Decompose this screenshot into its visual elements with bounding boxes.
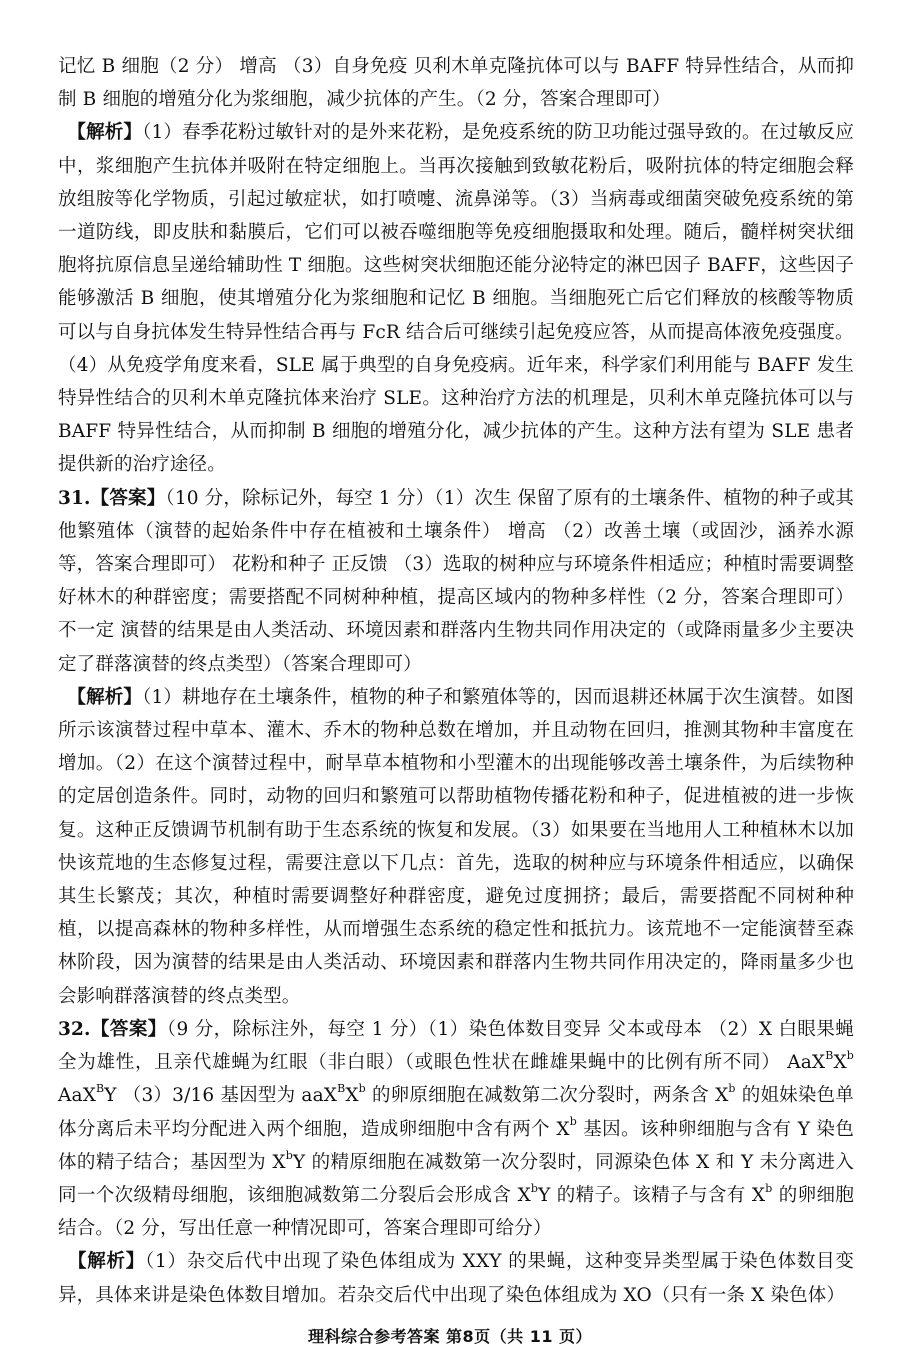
paragraph-text: （1）春季花粉过敏针对的是外来花粉，是免疫系统的防卫功能过强导致的。在过敏反应中，浆细胞产生抗体并吸附在特定细胞上。当再次接触到致敏花粉后，吸附抗体的特定细胞会释放组胺等化学物质，引起过敏症状，如打喷嚏、流鼻涕等。（3）当病毒或细菌突破免疫系统的第一道防线，即皮肤和黏膜后，它们可以被吞噬细胞等免疫细胞摄取和处理。随后，髓样树突状细胞将抗原信息呈递给辅助性 T 细胞。这些树突状细胞还能分泌特定的淋巴因子 BAFF，这些因子能够激活 B 细胞，使其增殖分化为浆细胞和记忆 B 细胞。当细胞死亡后它们释放的核酸等物质可以与自身抗体发生特异性结合再与 FcR 结合后可继续引起免疫应答，从而提高体液免疫强度。 <box>58 122 854 343</box>
superscript-allele: B <box>337 1082 346 1096</box>
question-32-answer <box>58 1013 854 1245</box>
paragraph-text: （4）从免疫学角度来看，SLE 属于典型的自身免疫病。近年来，科学家们利用能与 BAFF 发生特异性结合的贝利木单克隆抗体来治疗 SLE。这种治疗方法的机理是，贝利木单克隆抗体可以与 BAFF 特异性结合，从而抑制 B 细胞的增殖分化，减少抗体的产生。这种方法有望为 SLE 患者提供新的治疗途径。 <box>58 354 854 476</box>
question-32-analysis <box>58 1245 854 1311</box>
superscript-allele: b <box>569 1115 577 1129</box>
paragraph-text: （1）杂交后代中出现了染色体组成为 XXY 的果蝇，这种变异类型属于染色体数目变异，具体来讲是染色体数目增加。若杂交后代中出现了染色体组成为 XO（只有一条 X 染色体） <box>58 1251 854 1306</box>
paragraph-30-analysis-part4 <box>58 349 854 482</box>
answer-text-block <box>58 50 854 1312</box>
analysis-label: 【解析】 <box>67 122 143 144</box>
question-31-answer <box>58 482 854 681</box>
paragraph-text: （10 分，除标记外，每空 1 分）（1）次生 保留了原有的土壤条件、植物的种子或其他繁殖体（演替的起始条件中存在植被和土壤条件） 增高 （2）改善土壤（或固沙，涵养水源等，答案合理即可） 花粉和种子 正反馈 （3）选取的树种应与环境条件相适应；种植时需要调整好林木的种群密度；需要搭配不同树种种植，提高区域内的物种多样性（2 分，答案合理即可） 不一定 演替的结果是由人类活动、环境因素和群落内生物共同作用决定的（或降雨量多少主要决定了群落演替的终点类型）（答案合理即可） <box>58 487 854 675</box>
paragraph-30-answer-tail <box>58 50 854 116</box>
analysis-label: 【解析】 <box>67 686 143 708</box>
superscript-allele: b <box>765 1181 773 1195</box>
analysis-label: 【解析】 <box>67 1251 145 1273</box>
question-31-analysis <box>58 681 854 1013</box>
superscript-allele: b <box>285 1148 293 1162</box>
superscript-allele: b <box>728 1082 736 1096</box>
superscript-allele: b <box>530 1181 539 1195</box>
page-footer: 理科综合参考答案 第8页（共 11 页） <box>307 1327 593 1346</box>
question-number-label: 32.【答案】 <box>58 1018 167 1040</box>
superscript-allele: b <box>846 1048 854 1062</box>
superscript-allele: B <box>825 1048 834 1062</box>
superscript-allele: b <box>358 1082 366 1096</box>
paragraph-30-analysis <box>58 116 854 348</box>
question-number-label: 31.【答案】 <box>58 487 166 509</box>
superscript-allele: B <box>96 1082 105 1096</box>
paragraph-text: （1）耕地存在土壤条件，植物的种子和繁殖体等的，因而退耕还林属于次生演替。如图所示该演替过程中草本、灌木、乔木的物种总数在增加，并且动物在回归，推测其物种丰富度在增加。（2）在这个演替过程中，耐旱草本植物和小型灌木的出现能够改善土壤条件，为后续物种的定居创造条件。同时，动物的回归和繁殖可以帮助植物传播花粉和种子，促进植被的进一步恢复。这种正反馈调节机制有助于生态系统的恢复和发展。（3）如果要在当地用人工种植林木以加快该荒地的生态修复过程，需要注意以下几点：首先，选取的树种应与环境条件相适应，以确保其生长繁茂；其次，种植时需要调整好种群密度，避免过度拥挤；最后，需要搭配不同树种种植，以提高森林的物种多样性，从而增强生态系统的稳定性和抵抗力。该荒地不一定能演替至森林阶段，因为演替的结果是由人类活动、环境因素和群落内生物共同作用决定的，降雨量多少也会影响群落演替的终点类型。 <box>58 686 854 1007</box>
paragraph-text-rich: （9 分，除标注外，每空 1 分）（1）染色体数目变异 父本或母本 （2）X 白眼果蝇全为雄性，且亲代雄蝇为红眼（非白眼）（或眼色性状在雌雄果蝇中的比例有所不同） $AaX^BX^b$ AaX$^B$Y （3）3/16 基因型为 $aaX^BX^b$ 的卵原细胞在减数第二次分裂时，两条含 $X^b$ 的姐妹染色单体分离后未平均分配进入两个细胞，造成卵细胞中含有两个 $X^b$ 基因。该种卵细胞与含有 Y 染色体的精子结合；基因型为 $X^bY$ 的精原细胞在减数第一次分裂时，同源染色体 X 和 Y 未分离进入同一个次级精母细胞，该细胞减数第二分裂后会形成含 $X^bY$ 的精子。该精子与含有 $X^b$ 的卵细胞结合。（2 分，写出任意一种情况即可，答案合理即可给分） <box>58 1018 855 1240</box>
paragraph-text: 记忆 B 细胞（2 分） 增高 （3）自身免疫 贝利木单克隆抗体可以与 BAFF 特异性结合，从而抑制 B 细胞的增殖分化为浆细胞，减少抗体的产生。（2 分，答案合理即可） <box>58 56 854 111</box>
